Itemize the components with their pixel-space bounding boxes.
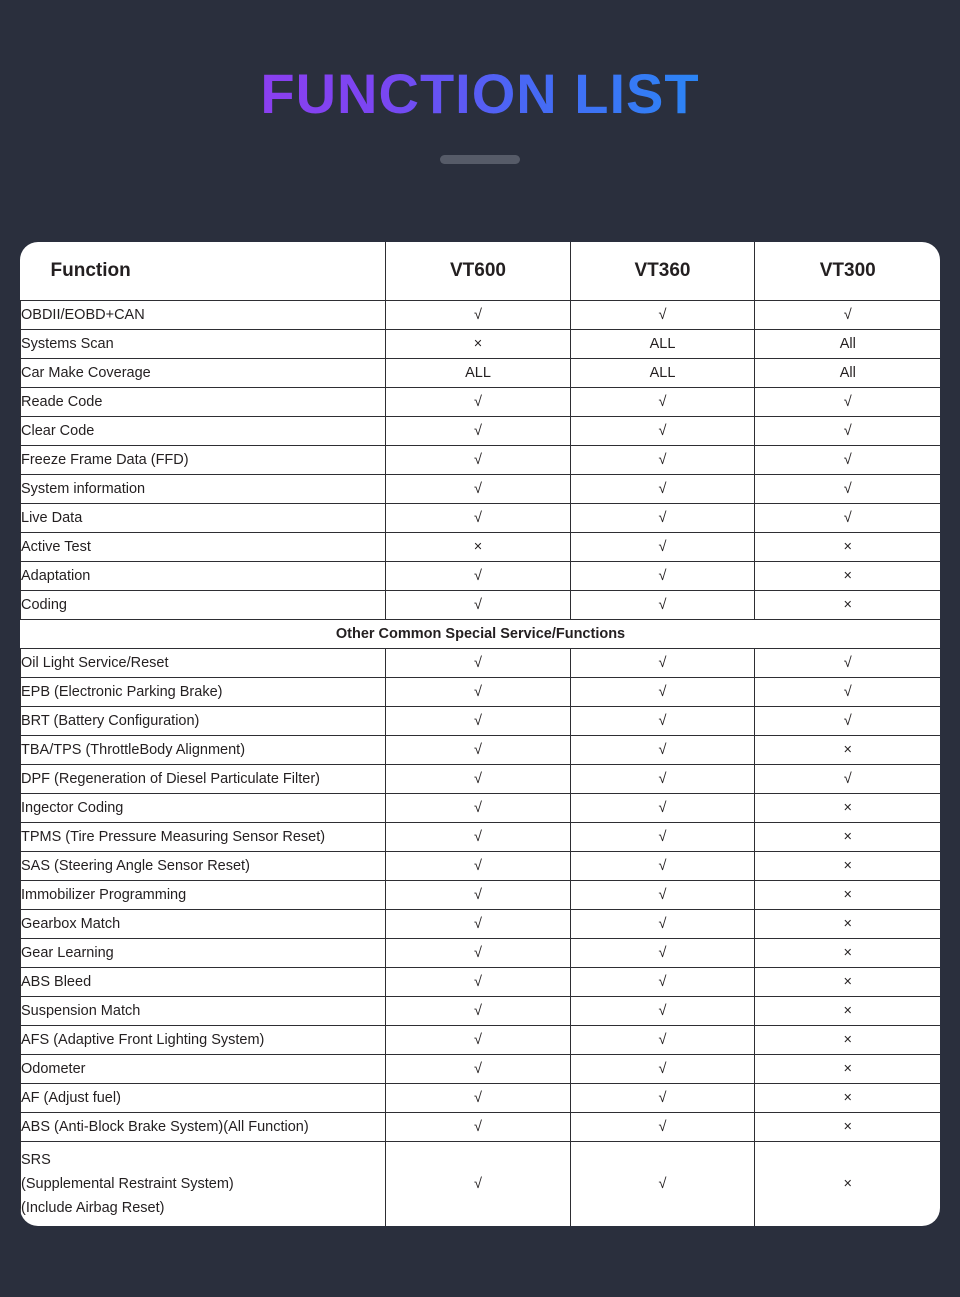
table-row xyxy=(21,417,941,446)
support-cell-vt600: √ xyxy=(386,881,571,910)
support-cell-vt360: ALL xyxy=(571,330,755,359)
support-cell-vt360: √ xyxy=(571,504,755,533)
table-row xyxy=(21,794,941,823)
support-cell-vt360: √ xyxy=(571,1113,755,1142)
support-cell-vt300: × xyxy=(755,997,941,1026)
support-cell-vt360: √ xyxy=(571,765,755,794)
table-row xyxy=(21,504,941,533)
support-cell-vt600: √ xyxy=(386,1142,571,1227)
column-header-vt360: VT360 xyxy=(571,242,755,301)
support-cell-vt300: × xyxy=(755,591,941,620)
support-cell-vt300: √ xyxy=(755,707,941,736)
support-cell-vt300: × xyxy=(755,910,941,939)
column-header-vt600: VT600 xyxy=(386,242,571,301)
support-cell-vt300: × xyxy=(755,1113,941,1142)
function-name-cell: Immobilizer Programming xyxy=(21,881,386,910)
table-row xyxy=(21,997,941,1026)
table-row xyxy=(21,1084,941,1113)
support-cell-vt300: × xyxy=(755,939,941,968)
function-name-cell: Adaptation xyxy=(21,562,386,591)
support-cell-vt600: √ xyxy=(386,475,571,504)
function-name-cell: Systems Scan xyxy=(21,330,386,359)
support-cell-vt360: √ xyxy=(571,301,755,330)
support-cell-vt360: √ xyxy=(571,736,755,765)
support-cell-vt600: √ xyxy=(386,997,571,1026)
column-header-function: Function xyxy=(21,242,386,301)
support-cell-vt600: √ xyxy=(386,504,571,533)
support-cell-vt360: √ xyxy=(571,852,755,881)
support-cell-vt300: × xyxy=(755,1084,941,1113)
srs-text-line: (Include Airbag Reset) xyxy=(21,1200,165,1216)
function-name-cell: Clear Code xyxy=(21,417,386,446)
function-name-cell: EPB (Electronic Parking Brake) xyxy=(21,678,386,707)
table-row xyxy=(21,707,941,736)
section-divider-row xyxy=(21,620,941,649)
srs-text-line: (Supplemental Restraint System) xyxy=(21,1176,234,1192)
function-name-cell: Live Data xyxy=(21,504,386,533)
support-cell-vt300: × xyxy=(755,852,941,881)
support-cell-vt360: √ xyxy=(571,823,755,852)
function-name-cell: Freeze Frame Data (FFD) xyxy=(21,446,386,475)
support-cell-vt360: √ xyxy=(571,649,755,678)
table-row xyxy=(21,475,941,504)
table-row xyxy=(21,823,941,852)
support-cell-vt600: √ xyxy=(386,968,571,997)
function-table-card xyxy=(20,242,940,1226)
support-cell-vt600: √ xyxy=(386,649,571,678)
support-cell-vt600: √ xyxy=(386,1026,571,1055)
support-cell-vt360: √ xyxy=(571,997,755,1026)
title-divider-rule xyxy=(440,155,520,164)
support-cell-vt360: √ xyxy=(571,417,755,446)
support-cell-vt600: √ xyxy=(386,794,571,823)
support-cell-vt600: × xyxy=(386,533,571,562)
support-cell-vt600: × xyxy=(386,330,571,359)
table-row xyxy=(21,736,941,765)
table-body xyxy=(21,301,941,1227)
support-cell-vt600: √ xyxy=(386,678,571,707)
support-cell-vt300: All xyxy=(755,359,941,388)
function-name-cell: System information xyxy=(21,475,386,504)
table-row-srs xyxy=(21,1142,941,1227)
support-cell-vt600: √ xyxy=(386,388,571,417)
function-name-cell: OBDII/EOBD+CAN xyxy=(21,301,386,330)
support-cell-vt300: × xyxy=(755,823,941,852)
table-header-row xyxy=(21,242,941,301)
support-cell-vt360: √ xyxy=(571,475,755,504)
table-header xyxy=(21,242,941,301)
support-cell-vt300: × xyxy=(755,794,941,823)
support-cell-vt300: √ xyxy=(755,765,941,794)
support-cell-vt360: √ xyxy=(571,446,755,475)
support-cell-vt300: √ xyxy=(755,504,941,533)
support-cell-vt600: √ xyxy=(386,1055,571,1084)
function-name-cell: TPMS (Tire Pressure Measuring Sensor Reset) xyxy=(21,823,386,852)
support-cell-vt300: × xyxy=(755,1142,941,1227)
support-cell-vt600: √ xyxy=(386,591,571,620)
support-cell-vt360: √ xyxy=(571,591,755,620)
support-cell-vt300: √ xyxy=(755,649,941,678)
table-row xyxy=(21,388,941,417)
support-cell-vt300: × xyxy=(755,881,941,910)
support-cell-vt600: √ xyxy=(386,939,571,968)
support-cell-vt600: √ xyxy=(386,852,571,881)
support-cell-vt600: √ xyxy=(386,707,571,736)
function-name-cell: Active Test xyxy=(21,533,386,562)
support-cell-vt300: √ xyxy=(755,301,941,330)
support-cell-vt300: √ xyxy=(755,417,941,446)
support-cell-vt360: √ xyxy=(571,794,755,823)
table-row xyxy=(21,330,941,359)
function-name-cell: ABS (Anti-Block Brake System)(All Function) xyxy=(21,1113,386,1142)
table-row xyxy=(21,1026,941,1055)
function-name-cell: Gearbox Match xyxy=(21,910,386,939)
support-cell-vt600: √ xyxy=(386,301,571,330)
support-cell-vt360: √ xyxy=(571,1026,755,1055)
page-title: FUNCTION LIST xyxy=(260,62,700,125)
support-cell-vt360: √ xyxy=(571,388,755,417)
support-cell-vt360: √ xyxy=(571,939,755,968)
support-cell-vt600: √ xyxy=(386,417,571,446)
support-cell-vt360: √ xyxy=(571,1084,755,1113)
function-name-cell: Odometer xyxy=(21,1055,386,1084)
function-name-cell: ABS Bleed xyxy=(21,968,386,997)
table-row xyxy=(21,562,941,591)
function-name-cell: Coding xyxy=(21,591,386,620)
table-row xyxy=(21,910,941,939)
table-row xyxy=(21,301,941,330)
support-cell-vt600: ALL xyxy=(386,359,571,388)
support-cell-vt300: × xyxy=(755,533,941,562)
support-cell-vt600: √ xyxy=(386,446,571,475)
support-cell-vt300: √ xyxy=(755,388,941,417)
table-row xyxy=(21,939,941,968)
support-cell-vt360: ALL xyxy=(571,359,755,388)
support-cell-vt300: × xyxy=(755,968,941,997)
support-cell-vt600: √ xyxy=(386,910,571,939)
function-name-cell: Reade Code xyxy=(21,388,386,417)
srs-text-line: SRS xyxy=(21,1152,51,1168)
function-name-cell: TBA/TPS (ThrottleBody Alignment) xyxy=(21,736,386,765)
section-divider-label: Other Common Special Service/Functions xyxy=(21,620,941,649)
support-cell-vt360: √ xyxy=(571,910,755,939)
column-header-vt300: VT300 xyxy=(755,242,941,301)
table-row xyxy=(21,446,941,475)
support-cell-vt300: √ xyxy=(755,678,941,707)
function-name-cell: SAS (Steering Angle Sensor Reset) xyxy=(21,852,386,881)
function-name-cell: Oil Light Service/Reset xyxy=(21,649,386,678)
function-name-cell xyxy=(21,1142,386,1227)
table-row xyxy=(21,359,941,388)
support-cell-vt360: √ xyxy=(571,1055,755,1084)
support-cell-vt600: √ xyxy=(386,823,571,852)
support-cell-vt600: √ xyxy=(386,765,571,794)
table-row xyxy=(21,968,941,997)
support-cell-vt300: × xyxy=(755,562,941,591)
support-cell-vt360: √ xyxy=(571,707,755,736)
function-name-cell: AF (Adjust fuel) xyxy=(21,1084,386,1113)
support-cell-vt600: √ xyxy=(386,1084,571,1113)
function-name-cell: AFS (Adaptive Front Lighting System) xyxy=(21,1026,386,1055)
page-title-container xyxy=(0,62,960,125)
function-name-cell: Suspension Match xyxy=(21,997,386,1026)
support-cell-vt360: √ xyxy=(571,968,755,997)
table-row xyxy=(21,678,941,707)
function-name-cell: Gear Learning xyxy=(21,939,386,968)
support-cell-vt300: × xyxy=(755,736,941,765)
function-name-cell: DPF (Regeneration of Diesel Particulate Filter) xyxy=(21,765,386,794)
table-row xyxy=(21,765,941,794)
support-cell-vt300: √ xyxy=(755,446,941,475)
table-row xyxy=(21,1055,941,1084)
table-row xyxy=(21,881,941,910)
support-cell-vt360: √ xyxy=(571,1142,755,1227)
support-cell-vt360: √ xyxy=(571,881,755,910)
table-row xyxy=(21,1113,941,1142)
support-cell-vt600: √ xyxy=(386,736,571,765)
function-name-cell: BRT (Battery Configuration) xyxy=(21,707,386,736)
support-cell-vt300: All xyxy=(755,330,941,359)
function-comparison-table xyxy=(20,242,940,1226)
support-cell-vt600: √ xyxy=(386,562,571,591)
table-row xyxy=(21,591,941,620)
support-cell-vt300: √ xyxy=(755,475,941,504)
support-cell-vt300: × xyxy=(755,1055,941,1084)
table-row xyxy=(21,649,941,678)
support-cell-vt360: √ xyxy=(571,562,755,591)
support-cell-vt600: √ xyxy=(386,1113,571,1142)
support-cell-vt300: × xyxy=(755,1026,941,1055)
function-name-cell: Ingector Coding xyxy=(21,794,386,823)
support-cell-vt360: √ xyxy=(571,533,755,562)
table-row xyxy=(21,533,941,562)
support-cell-vt360: √ xyxy=(571,678,755,707)
table-row xyxy=(21,852,941,881)
function-name-cell: Car Make Coverage xyxy=(21,359,386,388)
